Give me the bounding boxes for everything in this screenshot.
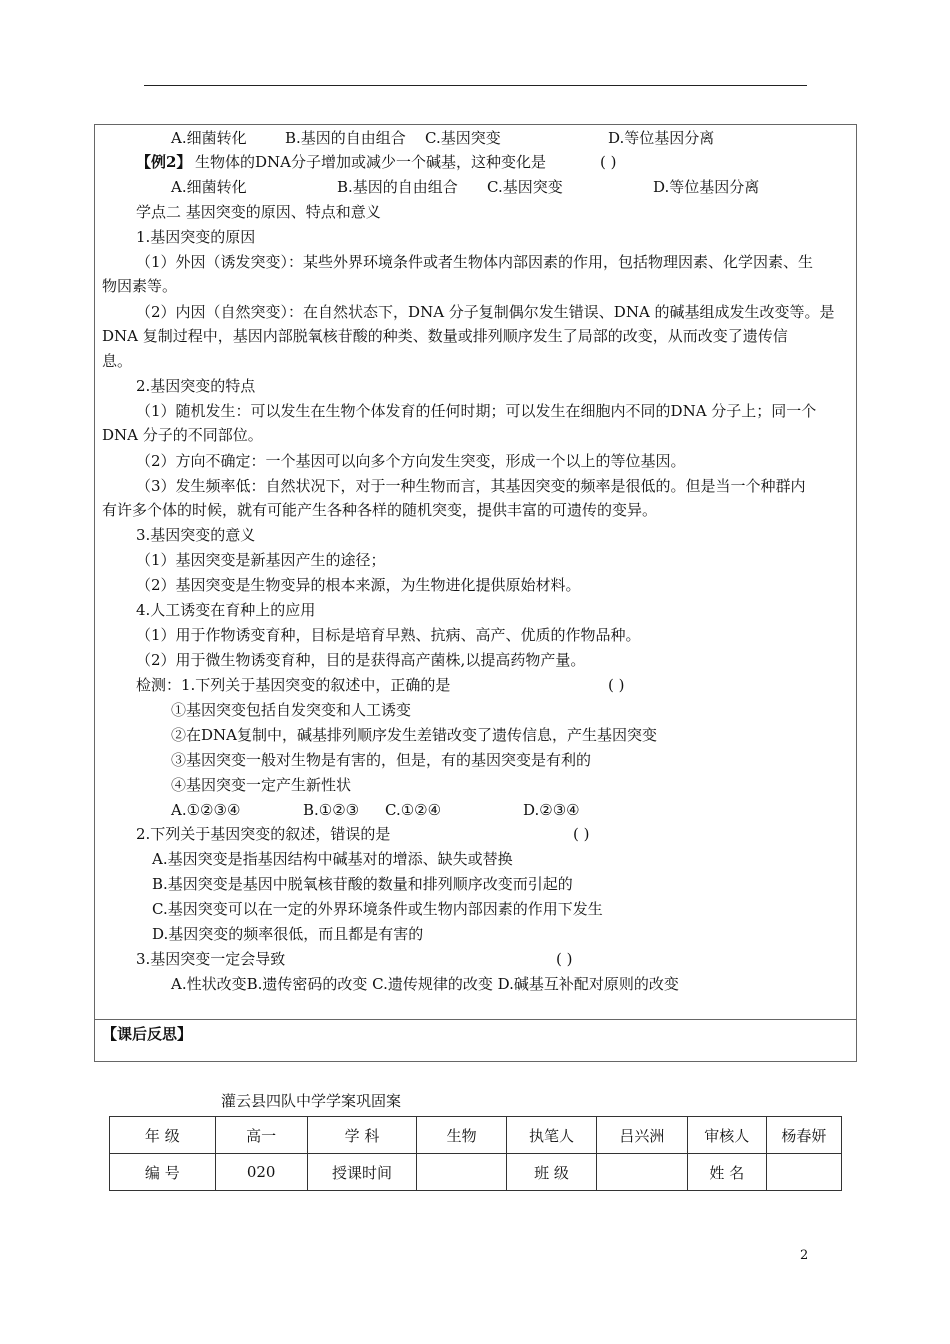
q1-option-a: A.①②③④ [171,801,241,819]
section-title: 学点二 基因突变的原因、特点和意义 [136,203,381,221]
significance-item2: （2）基因突变是生物变异的根本来源，为生物进化提供原始材料。 [136,576,581,594]
q1-option-d: D.②③④ [523,801,580,819]
reflection-divider [95,1019,856,1020]
example-option-b: B.基因的自由组合 [337,178,458,196]
q2-option-b: B.基因突变是基因中脱氧核苷酸的数量和排列顺序改变而引起的 [152,875,573,893]
q1-statement3: ③基因突变一般对生物是有害的，但是，有的基因突变是有利的 [171,751,592,769]
features-undirected: （2）方向不确定：一个基因可以向多个方向发生突变，形成一个以上的等位基因。 [136,452,686,470]
q1-stem: 检测：1.下列关于基因突变的叙述中，正确的是 [136,676,451,694]
q3-options: A.性状改变B.遗传密码的改变 C.遗传规律的改变 D.碱基互补配对原则的改变 [171,975,679,993]
table-cell: 生物 [417,1117,507,1154]
q1-option-c: C.①②④ [385,801,442,819]
table-cell: 审核人 [687,1117,766,1154]
consolidation-caption: 灌云县四队中学学案巩固案 [221,1092,402,1110]
prev-option-c: C.基因突变 [425,129,501,147]
features-heading: 2.基因突变的特点 [136,377,256,395]
significance-item1: （1）基因突变是新基因产生的途径； [136,551,386,569]
causes-internal-line1: （2）内因（自然突变）：在自然状态下，DNA 分子复制偶尔发生错误、DNA 的碱基组成发生改变等。是 [136,303,835,321]
example-option-a: A.细菌转化 [171,178,247,196]
prev-option-d: D.等位基因分离 [608,129,715,147]
significance-heading: 3.基因突变的意义 [136,526,256,544]
prev-option-b: B.基因的自由组合 [285,129,406,147]
table-cell [417,1154,507,1191]
table-cell: 高一 [215,1117,307,1154]
header-rule [144,85,807,86]
table-cell: 020 [215,1154,307,1191]
q1-option-b: B.①②③ [303,801,360,819]
example-tag: 【例2】 [136,153,192,171]
features-lowfreq-line1: （3）发生频率低：自然状况下，对于一种生物而言，其基因突变的频率是很低的。但是当一个种群内 [136,477,806,495]
table-cell: 执笔人 [507,1117,597,1154]
q1-statement2: ②在DNA复制中，碱基排列顺序发生差错改变了遗传信息，产生基因突变 [171,726,657,744]
table-row [110,1154,842,1191]
table-cell [596,1154,687,1191]
example-option-c: C.基因突变 [487,178,563,196]
application-item2: （2）用于微生物诱变育种，目的是获得高产菌株,以提高药物产量。 [136,651,586,669]
q1-statement4: ④基因突变一定产生新性状 [171,776,352,794]
causes-internal-line3: 息。 [102,352,133,370]
table-cell [766,1154,841,1191]
causes-external-line2: 物因素等。 [102,277,178,295]
features-random-line2: DNA 分子的不同部位。 [102,426,263,444]
prev-option-a: A.细菌转化 [171,129,247,147]
q2-option-d: D.基因突变的频率很低，而且都是有害的 [152,925,424,943]
table-cell: 吕兴洲 [596,1117,687,1154]
features-random-line1: （1）随机发生：可以发生在生物个体发育的任何时期；可以发生在细胞内不同的DNA 分子上；同一个 [136,402,817,420]
reflection-title: 【课后反思】 [102,1025,193,1043]
table-row [110,1117,842,1154]
features-lowfreq-line2: 有许多个体的时候，就有可能产生各种各样的随机突变，提供丰富的可遗传的变异。 [102,501,658,519]
table-cell: 学 科 [307,1117,417,1154]
q3-bracket: ( ) [556,950,573,968]
q1-bracket: ( ) [608,676,625,694]
table-cell: 年 级 [110,1117,216,1154]
q3-stem: 3.基因突变一定会导致 [136,950,286,968]
q2-stem: 2.下列关于基因突变的叙述，错误的是 [136,825,391,843]
causes-heading: 1.基因突变的原因 [136,228,256,246]
table-cell: 姓 名 [687,1154,766,1191]
table-cell: 编 号 [110,1154,216,1191]
causes-external-line1: （1）外因（诱发突变）：某些外界环境条件或者生物体内部因素的作用，包括物理因素、化学因素、生 [136,253,814,271]
example-option-d: D.等位基因分离 [653,178,760,196]
application-heading: 4.人工诱变在育种上的应用 [136,601,316,619]
table-cell: 授课时间 [307,1154,417,1191]
q1-statement1: ①基因突变包括自发突变和人工诱变 [171,701,412,719]
content-box [94,124,857,1062]
q2-option-c: C.基因突变可以在一定的外界环境条件或生物内部因素的作用下发生 [152,900,603,918]
example-stem: 生物体的DNA分子增加或减少一个碱基，这种变化是 [195,153,546,171]
q2-option-a: A.基因突变是指基因结构中碱基对的增添、缺失或替换 [152,850,513,868]
consolidation-info-table [109,1116,842,1191]
page-number: 2 [800,1248,809,1263]
table-cell: 杨春妍 [766,1117,841,1154]
example-bracket: ( ) [600,153,617,171]
table-cell: 班 级 [507,1154,597,1191]
causes-internal-line2: DNA 复制过程中，基因内部脱氧核苷酸的种类、数量或排列顺序发生了局部的改变，从而改变了遗传信 [102,327,788,345]
application-item1: （1）用于作物诱变育种，目标是培育早熟、抗病、高产、优质的作物品种。 [136,626,641,644]
q2-bracket: ( ) [573,825,590,843]
